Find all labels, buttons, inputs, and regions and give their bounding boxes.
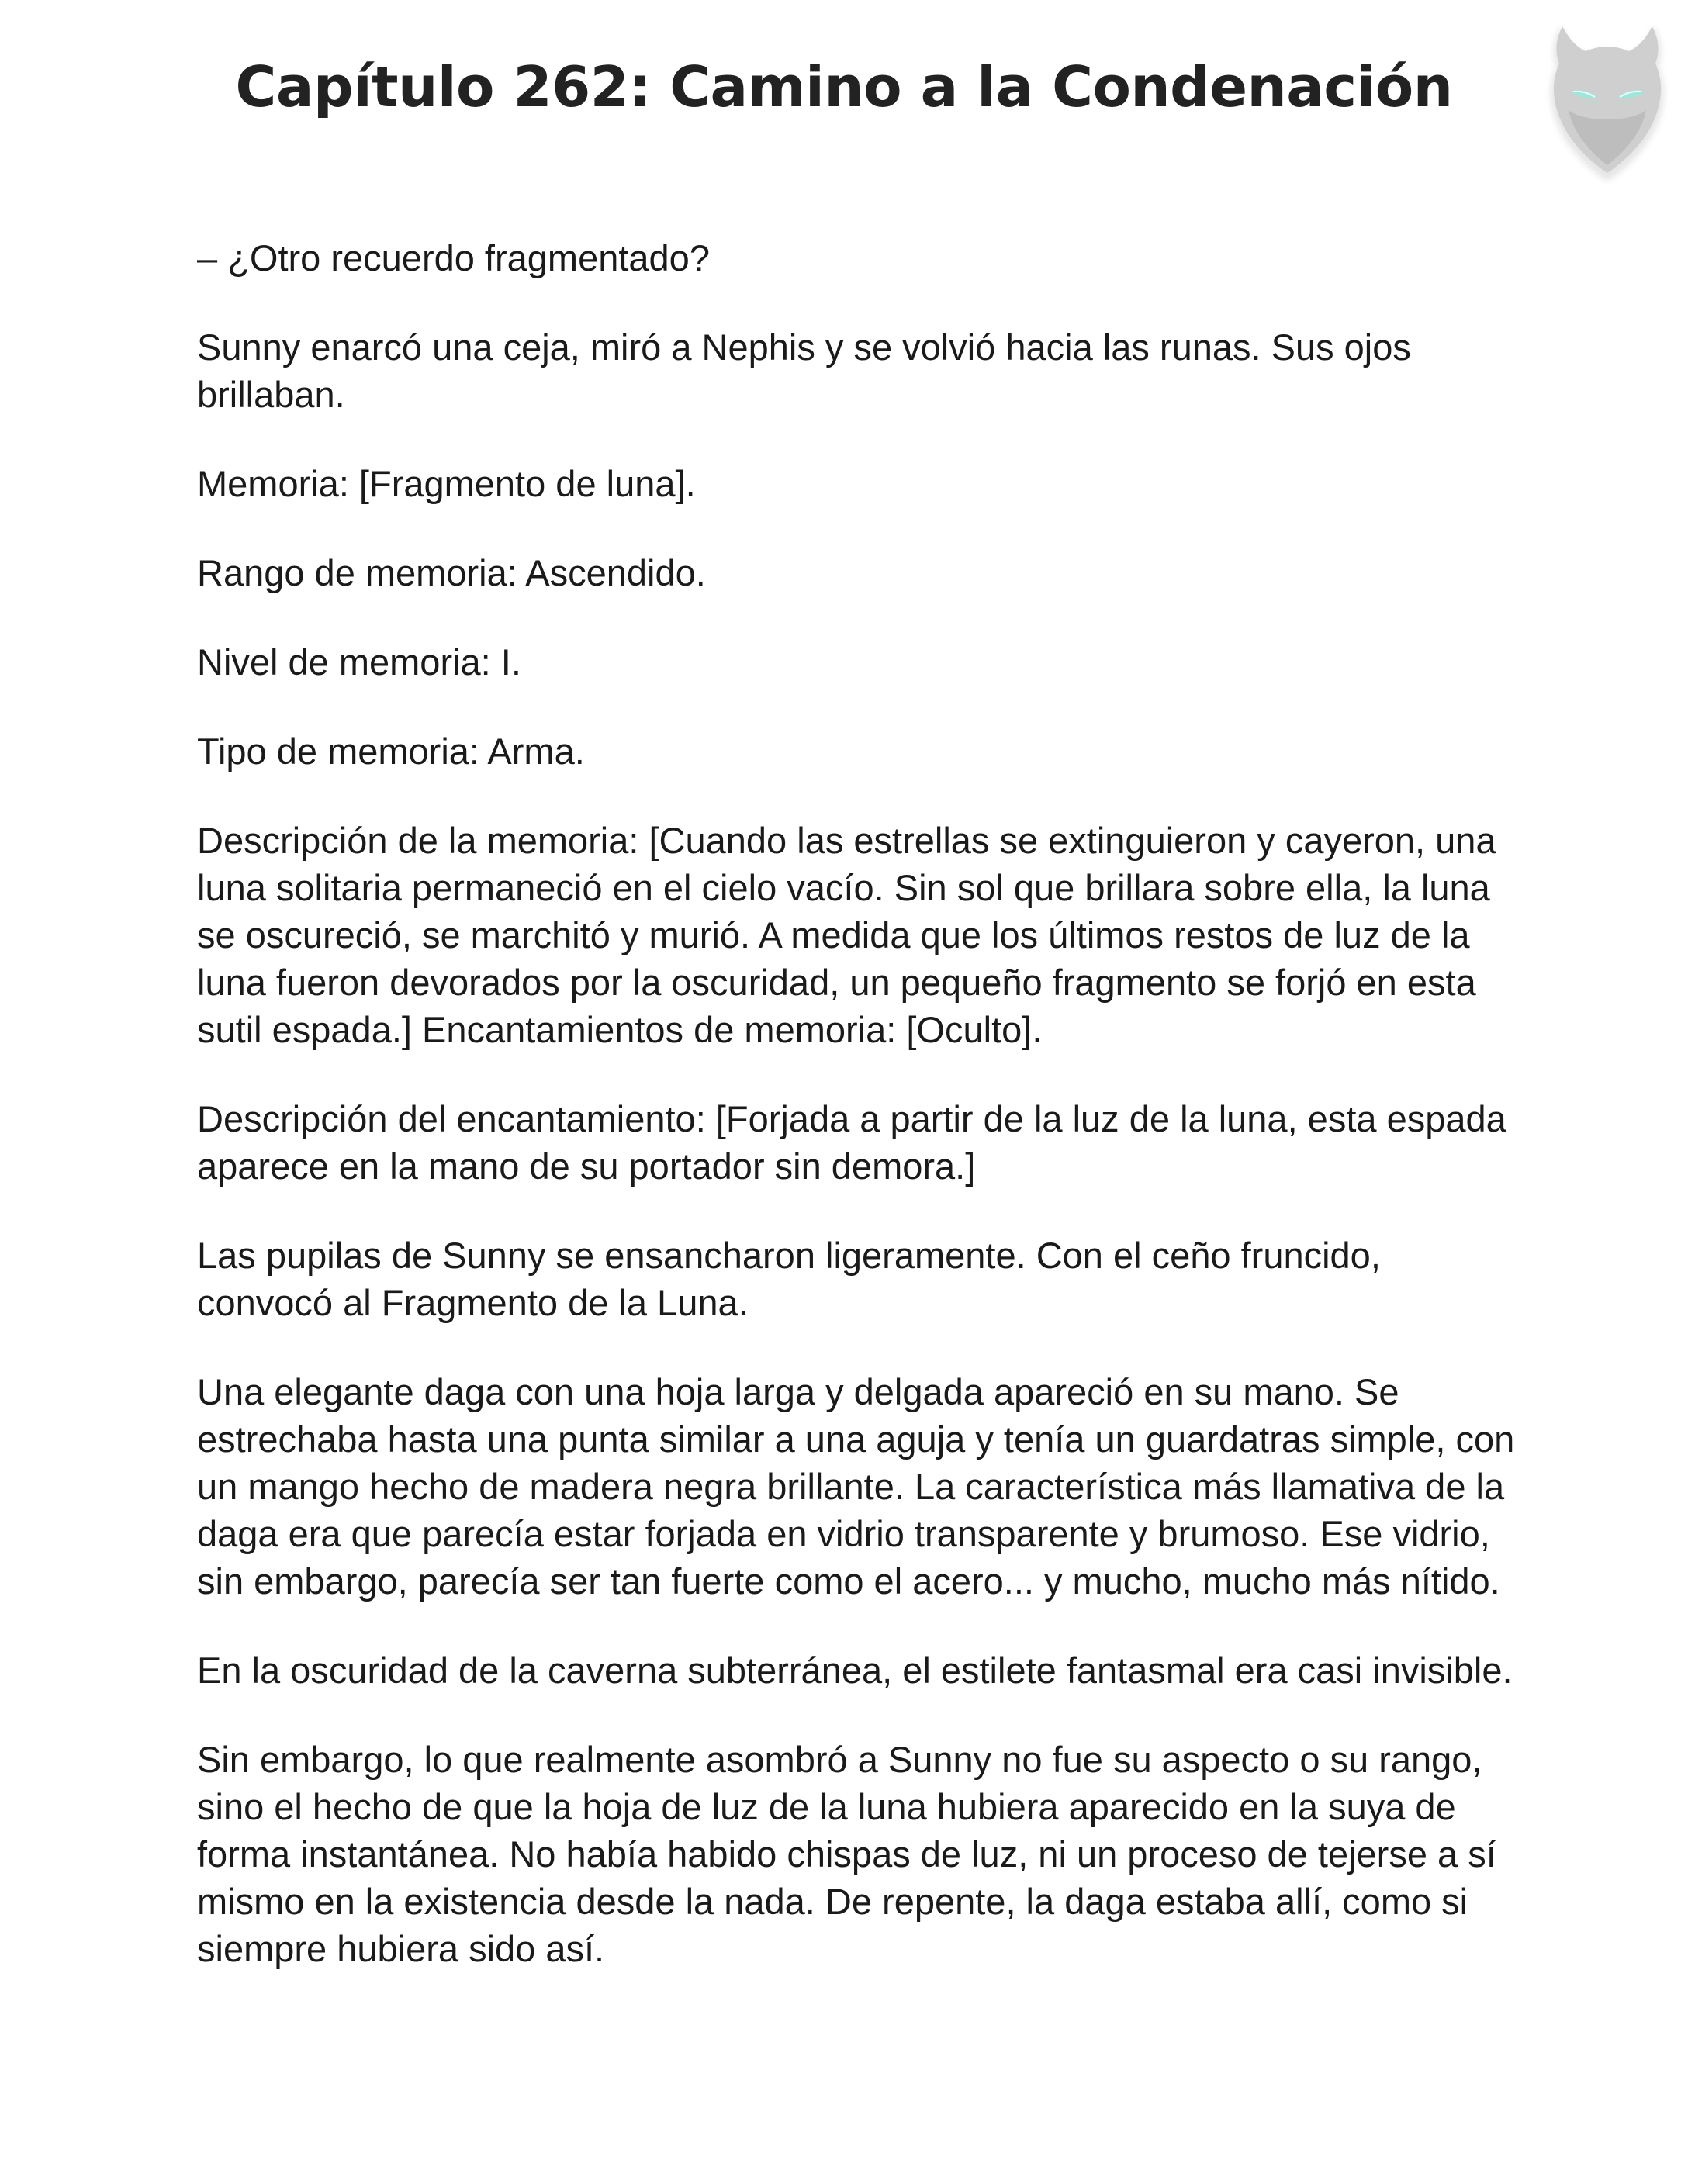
paragraph: Sunny enarcó una ceja, miró a Nephis y se volvió hacia las runas. Sus ojos brillaban. (197, 327, 1411, 415)
paragraph: Rango de memoria: Ascendido. (197, 552, 706, 593)
paragraph: Nivel de memoria: I. (197, 641, 521, 682)
page-title: Capítulo 262: Camino a la Condenación (235, 54, 1453, 119)
chapter-body (197, 234, 1516, 2014)
paragraph: Descripción del encantamiento: [Forjada a partir de la luz de la luna, esta espada aparece en la mano de su portador sin demora.] (197, 1098, 1506, 1187)
paragraph: – ¿Otro recuerdo fragmentado? (197, 237, 710, 278)
paragraph: Memoria: [Fragmento de luna]. (197, 463, 696, 504)
paragraph: En la oscuridad de la caverna subterránea, el estilete fantasmal era casi invisible. (197, 1650, 1513, 1691)
paragraph: Tipo de memoria: Arma. (197, 731, 585, 772)
paragraph: Una elegante daga con una hoja larga y delgada apareció en su mano. Se estrechaba hasta una punta similar a una aguja y tenía un guardatras simple, con un mango hecho de madera negra brillante. La característica más llamativa de la daga era que parecía estar forjada en vidrio transparente y brumoso. Ese vidrio, sin embargo, parecía ser tan fuerte como el acero... y mucho, mucho más nítido. (197, 1371, 1515, 1602)
demon-head-icon (1530, 14, 1685, 185)
paragraph: Descripción de la memoria: [Cuando las estrellas se extinguieron y cayeron, una luna solitaria permaneció en el cielo vacío. Sin sol que brillara sobre ella, la luna se oscureció, se marchitó y murió. A medida que los últimos restos de luz de la luna fueron devorados por la oscuridad, un pequeño fragmento se forjó en esta sutil espada.] Encantamientos de memoria: [Oculto]. (197, 820, 1496, 1050)
paragraph: Las pupilas de Sunny se ensancharon ligeramente. Con el ceño fruncido, convocó al Fragmento de la Luna. (197, 1235, 1381, 1323)
paragraph: Sin embargo, lo que realmente asombró a Sunny no fue su aspecto o su rango, sino el hecho de que la hoja de luz de la luna hubiera aparecido en la suya de forma instantánea. No había habido chispas de luz, ni un proceso de tejerse a sí mismo en la existencia desde la nada. De repente, la daga estaba allí, como si siempre hubiera sido así. (197, 1739, 1496, 1969)
